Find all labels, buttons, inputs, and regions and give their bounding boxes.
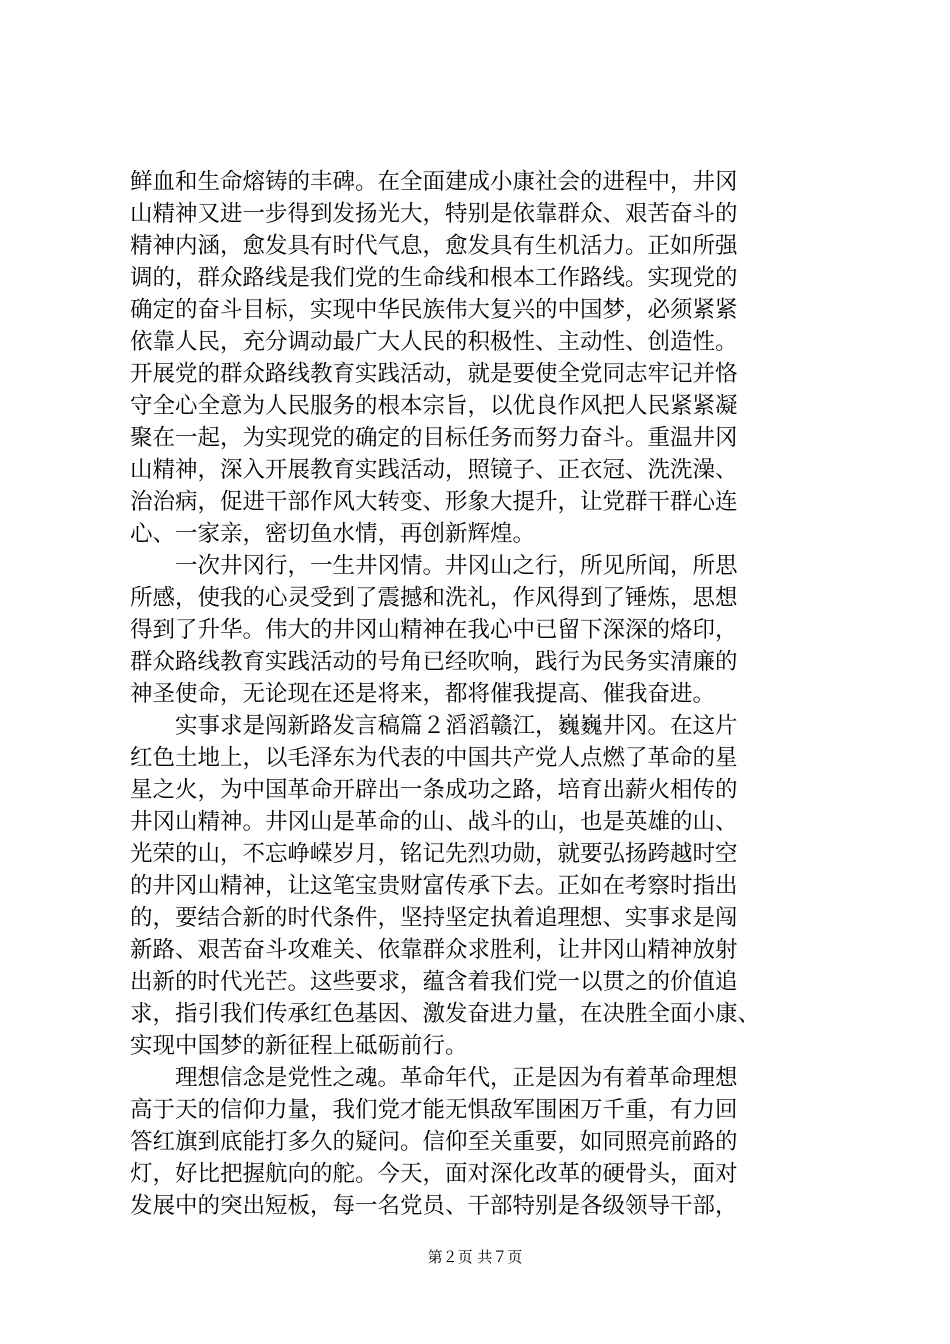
text-line: 神圣使命，无论现在还是将来，都将催我提高、催我奋进。 (130, 681, 716, 707)
text-line: 出新的时代光芒。这些要求，蕴含着我们党一以贯之的价值追 (130, 969, 738, 995)
text-line: 井冈山精神。井冈山是革命的山、战斗的山，也是英雄的山、 (130, 809, 738, 835)
text-line: 答红旗到底能打多久的疑问。信仰至关重要，如同照亮前路的 (130, 1129, 738, 1155)
text-line: 的井冈山精神，让这笔宝贵财富传承下去。正如在考察时指出 (130, 873, 738, 899)
body-text (130, 166, 830, 1222)
text-line: 聚在一起，为实现党的确定的目标任务而努力奋斗。重温井冈 (130, 425, 738, 451)
text-line: 调的，群众路线是我们党的生命线和根本工作路线。实现党的 (130, 265, 738, 291)
text-line: 所感，使我的心灵受到了震撼和洗礼，作风得到了锤炼，思想 (130, 585, 738, 611)
text-line: 灯，好比把握航向的舵。今天，面对深化改革的硬骨头，面对 (130, 1161, 738, 1187)
text-line: 高于天的信仰力量，我们党才能无惧敌军围困万千重，有力回 (130, 1097, 738, 1123)
text-line: 实现中国梦的新征程上砥砺前行。 (130, 1033, 468, 1059)
text-line: 心、一家亲，密切鱼水情，再创新辉煌。 (130, 521, 536, 547)
text-line: 发展中的突出短板，每一名党员、干部特别是各级领导干部， (130, 1193, 738, 1219)
text-line: 鲜血和生命熔铸的丰碑。在全面建成小康社会的进程中，井冈 (130, 169, 738, 195)
page-footer: 第２页 共７页 (427, 1248, 523, 1266)
text-line: 群众路线教育实践活动的号角已经吹响，践行为民务实清廉的 (130, 649, 738, 675)
text-line: 理想信念是党性之魂。革命年代，正是因为有着革命理想 (130, 1065, 738, 1091)
text-line: 治治病，促进干部作风大转变、形象大提升，让党群干群心连 (130, 489, 738, 515)
text-line: 的，要结合新的时代条件，坚持坚定执着追理想、实事求是闯 (130, 905, 738, 931)
text-line: 得到了升华。伟大的井冈山精神在我心中已留下深深的烙印， (130, 617, 738, 643)
text-line: 开展党的群众路线教育实践活动，就是要使全党同志牢记并恪 (130, 361, 738, 387)
text-line: 红色土地上，以毛泽东为代表的中国共产党人点燃了革命的星 (130, 745, 738, 771)
text-line: 一次井冈行，一生井冈情。井冈山之行，所见所闻，所思 (130, 553, 738, 579)
text-line: 依靠人民，充分调动最广大人民的积极性、主动性、创造性。 (130, 329, 738, 355)
text-line: 精神内涵，愈发具有时代气息，愈发具有生机活力。正如所强 (130, 233, 738, 259)
text-line: 光荣的山，不忘峥嵘岁月，铭记先烈功勋，就要弘扬跨越时空 (130, 841, 738, 867)
text-line: 守全心全意为人民服务的根本宗旨，以优良作风把人民紧紧凝 (130, 393, 738, 419)
text-line: 实事求是闯新路发言稿篇２滔滔赣江，巍巍井冈。在这片 (130, 713, 738, 739)
text-line: 求，指引我们传承红色基因、激发奋进力量，在决胜全面小康、 (130, 1001, 761, 1027)
text-line: 山精神，深入开展教育实践活动，照镜子、正衣冠、洗洗澡、 (130, 457, 738, 483)
text-line: 星之火，为中国革命开辟出一条成功之路，培育出薪火相传的 (130, 777, 738, 803)
text-line: 山精神又进一步得到发扬光大，特别是依靠群众、艰苦奋斗的 (130, 201, 738, 227)
text-line: 新路、艰苦奋斗攻难关、依靠群众求胜利，让井冈山精神放射 (130, 937, 738, 963)
text-line: 确定的奋斗目标，实现中华民族伟大复兴的中国梦，必须紧紧 (130, 297, 738, 323)
